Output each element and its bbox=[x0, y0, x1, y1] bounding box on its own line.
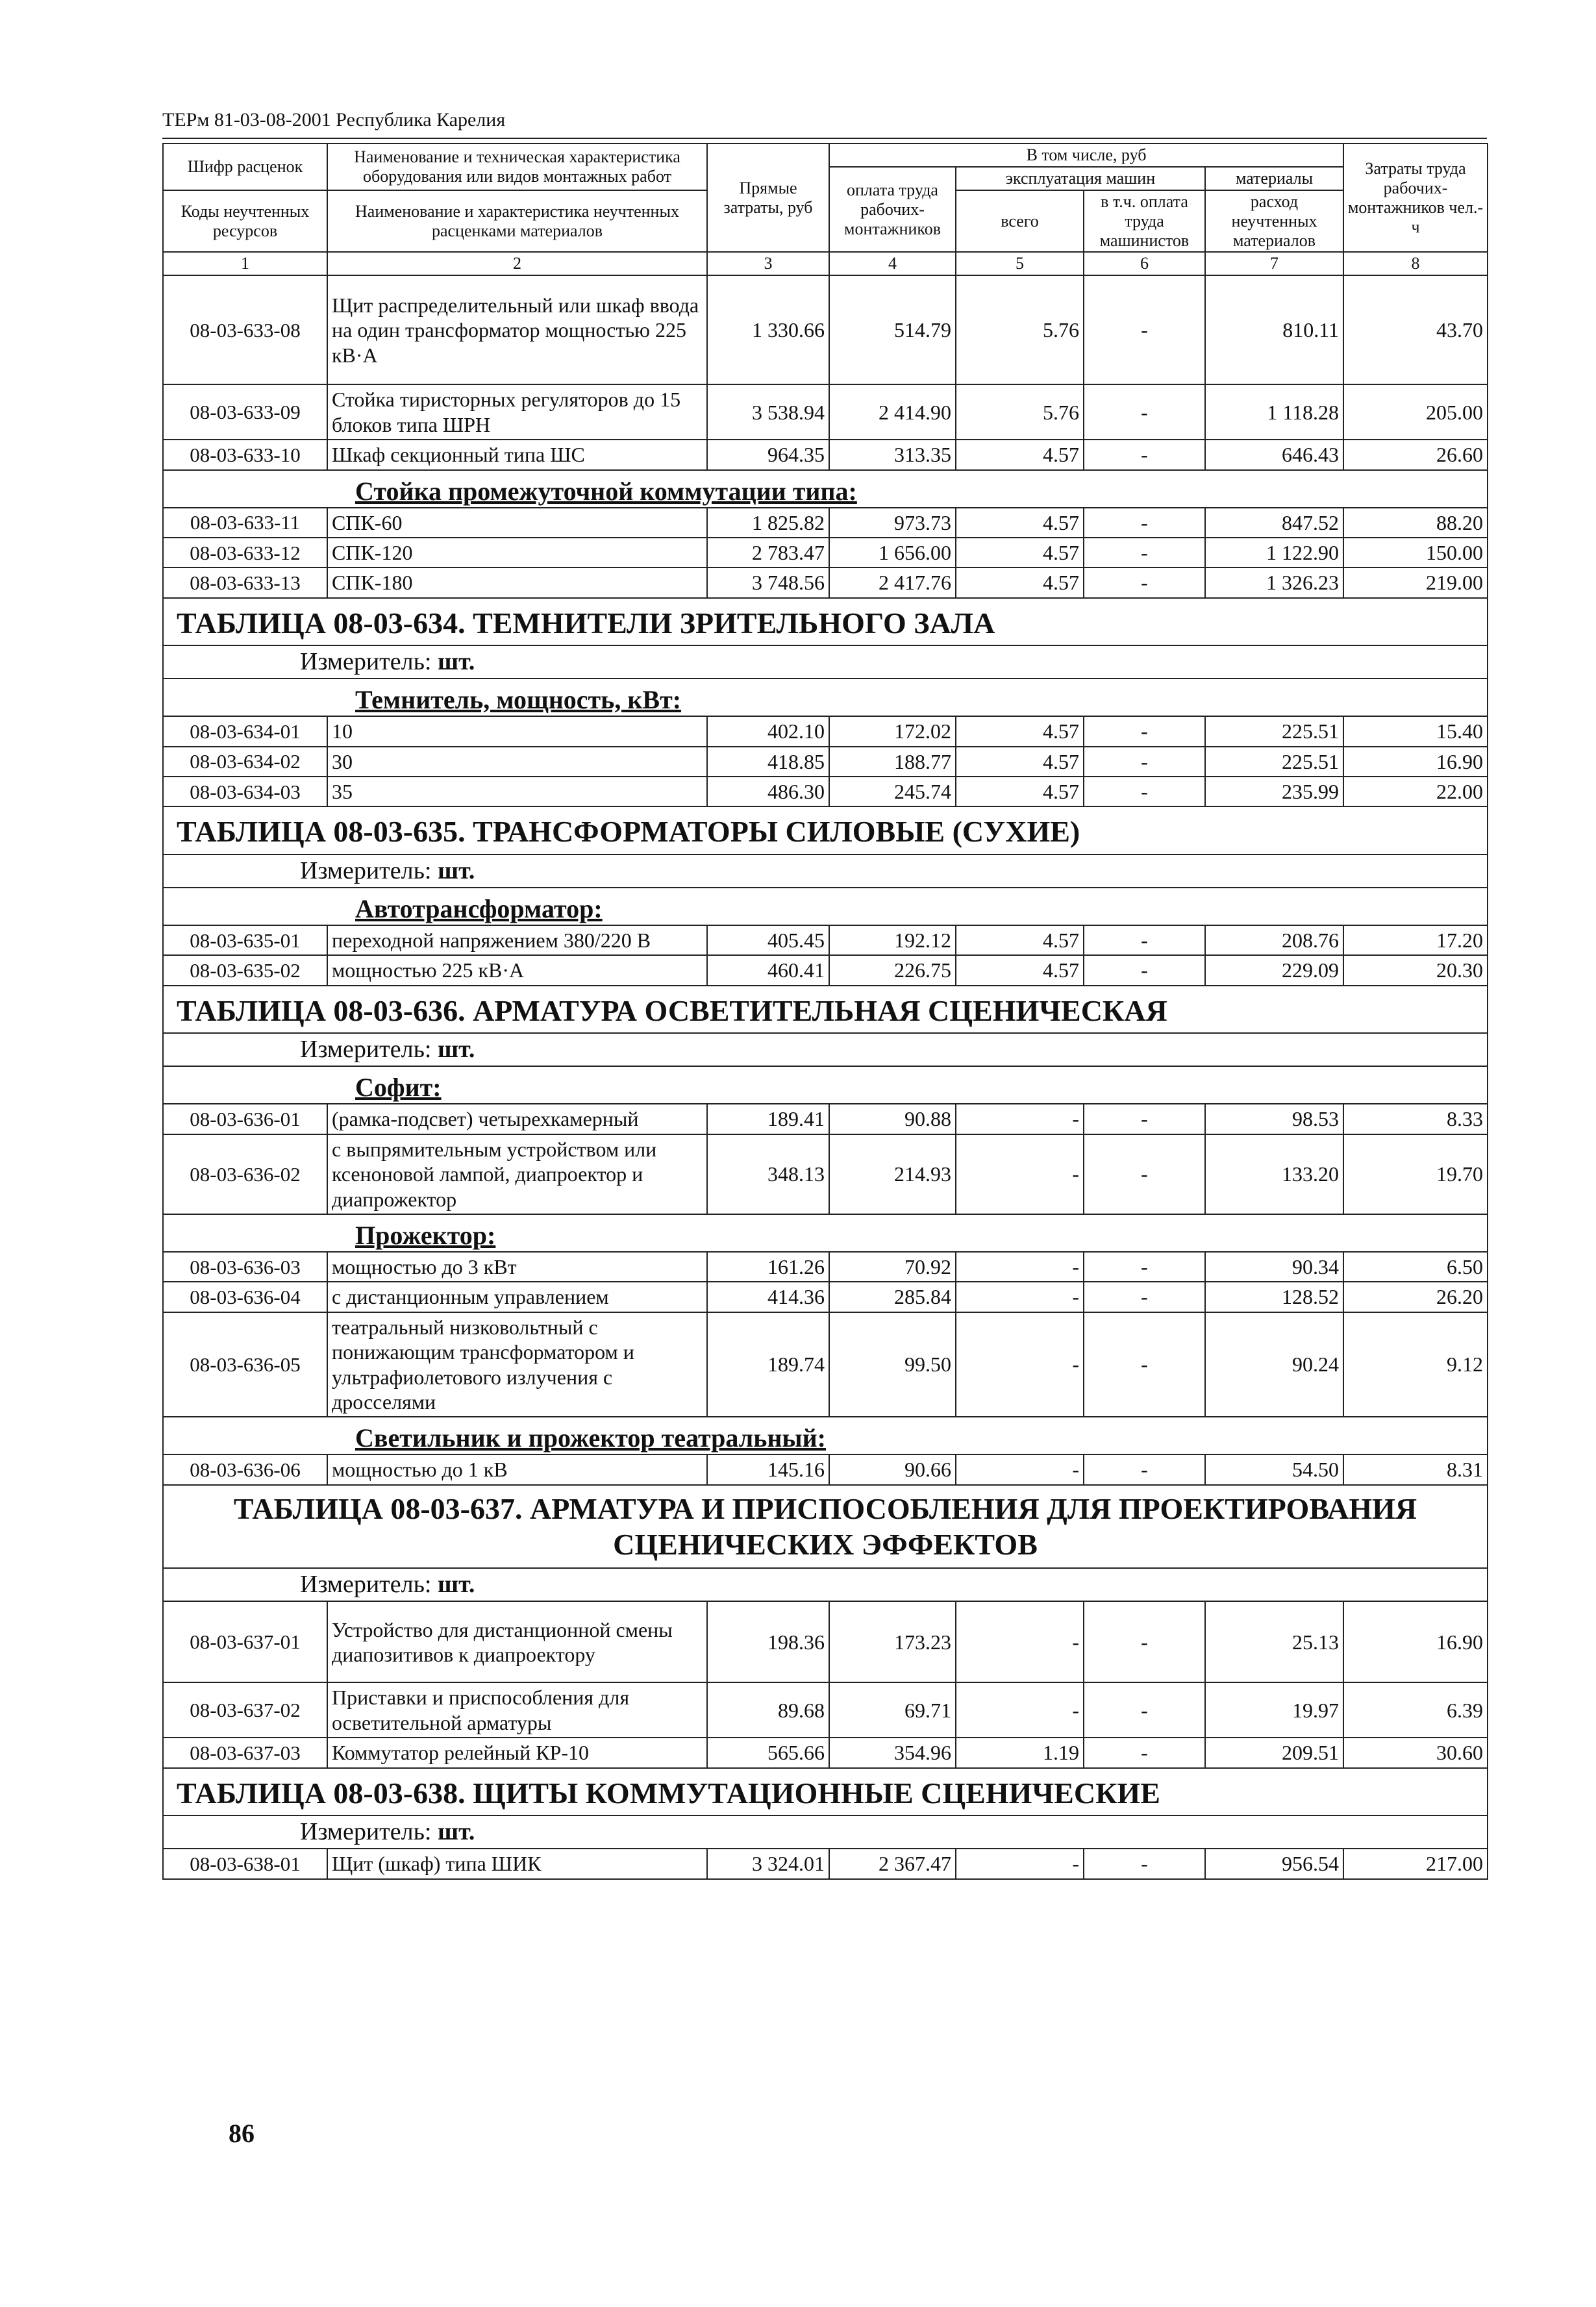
machine-labor-cost: - bbox=[1084, 1252, 1205, 1282]
col-num: 3 bbox=[707, 252, 829, 275]
table-row bbox=[163, 716, 1488, 746]
work-name: 10 bbox=[327, 716, 707, 746]
labor-hours: 6.39 bbox=[1343, 1682, 1488, 1738]
subsection-title bbox=[164, 1067, 1487, 1103]
direct-cost: 89.68 bbox=[707, 1682, 829, 1738]
table-row bbox=[163, 538, 1488, 567]
direct-cost: 3 538.94 bbox=[707, 384, 829, 440]
machine-cost: 1.19 bbox=[956, 1738, 1084, 1767]
direct-cost: 460.41 bbox=[707, 955, 829, 985]
work-name: переходной напряжением 380/220 В bbox=[327, 925, 707, 955]
labor-hours: 6.50 bbox=[1343, 1252, 1488, 1282]
labor-hours: 9.12 bbox=[1343, 1312, 1488, 1417]
work-name: Приставки и приспособления для осветительной арматуры bbox=[327, 1682, 707, 1738]
machine-labor-cost: - bbox=[1084, 1104, 1205, 1134]
rates-table bbox=[162, 143, 1488, 1880]
col-num: 1 bbox=[163, 252, 327, 275]
work-name: с выпрямительным устройством или ксеноновой лампой, диапроектор и диапрожектор bbox=[327, 1134, 707, 1214]
col-materials: материалы bbox=[1205, 167, 1343, 190]
materials-cost: 90.24 bbox=[1205, 1312, 1343, 1417]
labor-hours: 26.20 bbox=[1343, 1282, 1488, 1312]
unit-of-measure bbox=[164, 646, 1487, 678]
direct-cost: 1 330.66 bbox=[707, 275, 829, 384]
measure-unit: шт. bbox=[438, 1817, 475, 1845]
labor-hours: 26.60 bbox=[1343, 440, 1488, 469]
labor-cost: 69.71 bbox=[829, 1682, 956, 1738]
unit-of-measure bbox=[164, 1034, 1487, 1066]
table-row bbox=[163, 1849, 1488, 1878]
labor-hours: 43.70 bbox=[1343, 275, 1488, 384]
col-code-bottom: Коды неучтенных ресурсов bbox=[163, 190, 327, 253]
table-row bbox=[163, 508, 1488, 538]
table-title: ТАБЛИЦА 08-03-634. ТЕМНИТЕЛИ ЗРИТЕЛЬНОГО ЗАЛА bbox=[177, 606, 995, 640]
materials-cost: 98.53 bbox=[1205, 1104, 1343, 1134]
materials-cost: 847.52 bbox=[1205, 508, 1343, 538]
labor-hours: 17.20 bbox=[1343, 925, 1488, 955]
machine-labor-cost: - bbox=[1084, 955, 1205, 985]
labor-cost: 973.73 bbox=[829, 508, 956, 538]
measure-row bbox=[163, 1568, 1488, 1601]
labor-hours: 88.20 bbox=[1343, 508, 1488, 538]
col-machines-total: всего bbox=[956, 190, 1084, 253]
table-title: ТАБЛИЦА 08-03-635. ТРАНСФОРМАТОРЫ СИЛОВЫЕ (СУХИЕ) bbox=[177, 815, 1080, 849]
measure-row bbox=[163, 645, 1488, 679]
rate-code: 08-03-633-11 bbox=[163, 508, 327, 538]
direct-cost: 189.74 bbox=[707, 1312, 829, 1417]
labor-hours: 19.70 bbox=[1343, 1134, 1488, 1214]
materials-cost: 133.20 bbox=[1205, 1134, 1343, 1214]
labor-hours: 20.30 bbox=[1343, 955, 1488, 985]
measure-unit: шт. bbox=[438, 1571, 475, 1599]
work-name: с дистанционным управлением bbox=[327, 1282, 707, 1312]
measure-label: Измеритель: bbox=[300, 1571, 432, 1599]
table-title-row bbox=[163, 1485, 1488, 1568]
work-name: Коммутатор релейный КР-10 bbox=[327, 1738, 707, 1767]
labor-cost: 214.93 bbox=[829, 1134, 956, 1214]
subsection-title bbox=[164, 679, 1487, 716]
machine-labor-cost: - bbox=[1084, 538, 1205, 567]
work-name: 30 bbox=[327, 747, 707, 777]
table-row bbox=[163, 1104, 1488, 1134]
labor-cost: 2 414.90 bbox=[829, 384, 956, 440]
labor-cost: 172.02 bbox=[829, 716, 956, 746]
machine-cost: - bbox=[956, 1134, 1084, 1214]
materials-cost: 225.51 bbox=[1205, 716, 1343, 746]
machine-cost: - bbox=[956, 1104, 1084, 1134]
col-num: 7 bbox=[1205, 252, 1343, 275]
rate-code: 08-03-636-06 bbox=[163, 1454, 327, 1484]
work-name: Щит распределительный или шкаф ввода на один трансформатор мощностью 225 кВ·А bbox=[327, 275, 707, 384]
machine-labor-cost: - bbox=[1084, 1849, 1205, 1878]
rate-code: 08-03-634-02 bbox=[163, 747, 327, 777]
labor-hours: 8.33 bbox=[1343, 1104, 1488, 1134]
direct-cost: 405.45 bbox=[707, 925, 829, 955]
col-num: 8 bbox=[1343, 252, 1488, 275]
labor-cost: 226.75 bbox=[829, 955, 956, 985]
materials-cost: 128.52 bbox=[1205, 1282, 1343, 1312]
subsection-title-row bbox=[163, 1417, 1488, 1454]
machine-labor-cost: - bbox=[1084, 1738, 1205, 1767]
direct-cost: 189.41 bbox=[707, 1104, 829, 1134]
subsection-title-text: Автотрансформатор: bbox=[355, 894, 603, 924]
rate-code: 08-03-633-12 bbox=[163, 538, 327, 567]
table-row bbox=[163, 955, 1488, 985]
machine-cost: 4.57 bbox=[956, 508, 1084, 538]
measure-label: Измеритель: bbox=[300, 647, 432, 675]
labor-cost: 285.84 bbox=[829, 1282, 956, 1312]
machine-cost: 4.57 bbox=[956, 716, 1084, 746]
table-row bbox=[163, 1134, 1488, 1214]
direct-cost: 402.10 bbox=[707, 716, 829, 746]
measure-row bbox=[163, 854, 1488, 888]
subsection-title-row bbox=[163, 1214, 1488, 1252]
table-title: ТАБЛИЦА 08-03-638. ЩИТЫ КОММУТАЦИОННЫЕ СЦЕНИЧЕСКИЕ bbox=[177, 1776, 1160, 1810]
header-row-1 bbox=[163, 143, 1488, 167]
machine-cost: 4.57 bbox=[956, 955, 1084, 985]
labor-hours: 205.00 bbox=[1343, 384, 1488, 440]
col-labor: оплата труда рабочих-монтажников bbox=[829, 167, 956, 253]
work-name: Стойка тиристорных регуляторов до 15 блоков типа ШРН bbox=[327, 384, 707, 440]
table-row bbox=[163, 747, 1488, 777]
table-title: ТАБЛИЦА 08-03-636. АРМАТУРА ОСВЕТИТЕЛЬНАЯ СЦЕНИЧЕСКАЯ bbox=[177, 993, 1167, 1027]
work-name: мощностью до 1 кВ bbox=[327, 1454, 707, 1484]
materials-cost: 1 122.90 bbox=[1205, 538, 1343, 567]
subsection-title-row bbox=[163, 679, 1488, 716]
direct-cost: 348.13 bbox=[707, 1134, 829, 1214]
machine-labor-cost: - bbox=[1084, 777, 1205, 806]
table-row bbox=[163, 384, 1488, 440]
labor-hours: 16.90 bbox=[1343, 1601, 1488, 1682]
machine-cost: 4.57 bbox=[956, 747, 1084, 777]
materials-cost: 208.76 bbox=[1205, 925, 1343, 955]
measure-row bbox=[163, 1815, 1488, 1849]
machine-cost: 4.57 bbox=[956, 777, 1084, 806]
work-name: мощностью 225 кВ·А bbox=[327, 955, 707, 985]
rate-code: 08-03-635-02 bbox=[163, 955, 327, 985]
rate-code: 08-03-636-03 bbox=[163, 1252, 327, 1282]
rate-code: 08-03-636-04 bbox=[163, 1282, 327, 1312]
table-title-row bbox=[163, 1768, 1488, 1815]
subsection-title-text: Темнитель, мощность, кВт: bbox=[355, 685, 682, 715]
machine-cost: - bbox=[956, 1282, 1084, 1312]
rate-code: 08-03-633-09 bbox=[163, 384, 327, 440]
rate-code: 08-03-637-01 bbox=[163, 1601, 327, 1682]
materials-cost: 209.51 bbox=[1205, 1738, 1343, 1767]
table-row bbox=[163, 1454, 1488, 1484]
labor-cost: 70.92 bbox=[829, 1252, 956, 1282]
table-row bbox=[163, 1601, 1488, 1682]
col-incl: В том числе, руб bbox=[829, 143, 1343, 167]
measure-unit: шт. bbox=[438, 1035, 475, 1063]
materials-cost: 810.11 bbox=[1205, 275, 1343, 384]
col-direct: Прямые затраты, руб bbox=[707, 143, 829, 252]
labor-hours: 217.00 bbox=[1343, 1849, 1488, 1878]
materials-cost: 90.34 bbox=[1205, 1252, 1343, 1282]
table-row bbox=[163, 1282, 1488, 1312]
table-row bbox=[163, 1252, 1488, 1282]
labor-cost: 192.12 bbox=[829, 925, 956, 955]
labor-cost: 313.35 bbox=[829, 440, 956, 469]
materials-cost: 54.50 bbox=[1205, 1454, 1343, 1484]
machine-labor-cost: - bbox=[1084, 440, 1205, 469]
machine-labor-cost: - bbox=[1084, 384, 1205, 440]
running-header: ТЕРм 81-03-08-2001 Республика Карелия bbox=[162, 109, 1487, 139]
work-name: СПК-60 bbox=[327, 508, 707, 538]
direct-cost: 964.35 bbox=[707, 440, 829, 469]
subsection-title-row bbox=[163, 470, 1488, 508]
rate-code: 08-03-635-01 bbox=[163, 925, 327, 955]
unit-of-measure bbox=[164, 1569, 1487, 1601]
work-name: СПК-180 bbox=[327, 567, 707, 597]
rate-code: 08-03-633-10 bbox=[163, 440, 327, 469]
rate-code: 08-03-636-01 bbox=[163, 1104, 327, 1134]
labor-cost: 90.66 bbox=[829, 1454, 956, 1484]
labor-cost: 90.88 bbox=[829, 1104, 956, 1134]
rate-code: 08-03-636-05 bbox=[163, 1312, 327, 1417]
col-code-top: Шифр расценок bbox=[163, 143, 327, 190]
labor-hours: 30.60 bbox=[1343, 1738, 1488, 1767]
subsection-title-text: Светильник и прожектор театральный: bbox=[355, 1423, 826, 1453]
labor-cost: 1 656.00 bbox=[829, 538, 956, 567]
machine-labor-cost: - bbox=[1084, 1601, 1205, 1682]
machine-cost: - bbox=[956, 1601, 1084, 1682]
table-title-row bbox=[163, 598, 1488, 645]
rate-code: 08-03-637-02 bbox=[163, 1682, 327, 1738]
direct-cost: 486.30 bbox=[707, 777, 829, 806]
direct-cost: 145.16 bbox=[707, 1454, 829, 1484]
rate-code: 08-03-634-01 bbox=[163, 716, 327, 746]
labor-cost: 188.77 bbox=[829, 747, 956, 777]
subsection-title bbox=[164, 471, 1487, 507]
machine-cost: 4.57 bbox=[956, 538, 1084, 567]
rate-code: 08-03-636-02 bbox=[163, 1134, 327, 1214]
table-row bbox=[163, 440, 1488, 469]
labor-hours: 16.90 bbox=[1343, 747, 1488, 777]
machine-labor-cost: - bbox=[1084, 925, 1205, 955]
machine-labor-cost: - bbox=[1084, 1282, 1205, 1312]
materials-cost: 19.97 bbox=[1205, 1682, 1343, 1738]
machine-cost: - bbox=[956, 1849, 1084, 1878]
machine-cost: - bbox=[956, 1682, 1084, 1738]
table-title-row bbox=[163, 806, 1488, 854]
col-hours: Затраты труда рабочих-монтажников чел.-ч bbox=[1343, 143, 1488, 252]
table-title-row bbox=[163, 986, 1488, 1033]
machine-cost: 4.57 bbox=[956, 440, 1084, 469]
direct-cost: 161.26 bbox=[707, 1252, 829, 1282]
work-name: 35 bbox=[327, 777, 707, 806]
direct-cost: 3 748.56 bbox=[707, 567, 829, 597]
measure-unit: шт. bbox=[438, 856, 475, 884]
page-number: 86 bbox=[229, 2119, 255, 2148]
col-machines: эксплуатация машин bbox=[956, 167, 1205, 190]
machine-labor-cost: - bbox=[1084, 508, 1205, 538]
rate-code: 08-03-633-13 bbox=[163, 567, 327, 597]
materials-cost: 956.54 bbox=[1205, 1849, 1343, 1878]
measure-label: Измеритель: bbox=[300, 1817, 432, 1845]
machine-labor-cost: - bbox=[1084, 747, 1205, 777]
table-row bbox=[163, 567, 1488, 597]
labor-cost: 354.96 bbox=[829, 1738, 956, 1767]
column-number-row bbox=[163, 252, 1488, 275]
machine-labor-cost: - bbox=[1084, 1682, 1205, 1738]
labor-hours: 150.00 bbox=[1343, 538, 1488, 567]
labor-cost: 173.23 bbox=[829, 1601, 956, 1682]
materials-cost: 235.99 bbox=[1205, 777, 1343, 806]
col-num: 2 bbox=[327, 252, 707, 275]
machine-labor-cost: - bbox=[1084, 1454, 1205, 1484]
col-name-top: Наименование и техническая характеристика оборудования или видов монтажных работ bbox=[327, 143, 707, 190]
rate-code: 08-03-638-01 bbox=[163, 1849, 327, 1878]
direct-cost: 414.36 bbox=[707, 1282, 829, 1312]
unit-of-measure bbox=[164, 855, 1487, 887]
materials-cost: 1 118.28 bbox=[1205, 384, 1343, 440]
work-name: мощностью до 3 кВт bbox=[327, 1252, 707, 1282]
table-row bbox=[163, 275, 1488, 384]
direct-cost: 418.85 bbox=[707, 747, 829, 777]
materials-cost: 646.43 bbox=[1205, 440, 1343, 469]
machine-cost: - bbox=[956, 1454, 1084, 1484]
work-name: театральный низковольтный с понижающим трансформатором и ультрафиолетового излучения с дросселями bbox=[327, 1312, 707, 1417]
labor-cost: 2 417.76 bbox=[829, 567, 956, 597]
col-num: 4 bbox=[829, 252, 956, 275]
labor-hours: 8.31 bbox=[1343, 1454, 1488, 1484]
machine-cost: 5.76 bbox=[956, 275, 1084, 384]
measure-label: Измеритель: bbox=[300, 1035, 432, 1063]
direct-cost: 565.66 bbox=[707, 1738, 829, 1767]
machine-cost: 5.76 bbox=[956, 384, 1084, 440]
rate-code: 08-03-634-03 bbox=[163, 777, 327, 806]
table-row bbox=[163, 1312, 1488, 1417]
subsection-title bbox=[164, 1417, 1487, 1454]
measure-label: Измеритель: bbox=[300, 856, 432, 884]
unit-of-measure bbox=[164, 1816, 1487, 1848]
labor-cost: 99.50 bbox=[829, 1312, 956, 1417]
table-row bbox=[163, 1682, 1488, 1738]
subsection-title-text: Стойка промежуточной коммутации типа: bbox=[355, 476, 857, 506]
machine-cost: - bbox=[956, 1252, 1084, 1282]
table-row bbox=[163, 925, 1488, 955]
table-title: ТАБЛИЦА 08-03-637. АРМАТУРА И ПРИСПОСОБЛЕНИЯ ДЛЯ ПРОЕКТИРОВАНИЯ СЦЕНИЧЕСКИХ ЭФФЕКТОВ bbox=[233, 1491, 1417, 1561]
labor-cost: 514.79 bbox=[829, 275, 956, 384]
rate-code: 08-03-637-03 bbox=[163, 1738, 327, 1767]
direct-cost: 2 783.47 bbox=[707, 538, 829, 567]
measure-unit: шт. bbox=[438, 647, 475, 675]
machine-labor-cost: - bbox=[1084, 1312, 1205, 1417]
work-name: Щит (шкаф) типа ШИК bbox=[327, 1849, 707, 1878]
col-machines-labor: в т.ч. оплата труда машинистов bbox=[1084, 190, 1205, 253]
measure-row bbox=[163, 1033, 1488, 1066]
subsection-title bbox=[164, 888, 1487, 925]
subsection-title bbox=[164, 1215, 1487, 1251]
rate-code: 08-03-633-08 bbox=[163, 275, 327, 384]
work-name: (рамка-подсвет) четырехкамерный bbox=[327, 1104, 707, 1134]
col-name-bottom: Наименование и характеристика неучтенных расценками материалов bbox=[327, 190, 707, 253]
materials-cost: 229.09 bbox=[1205, 955, 1343, 985]
direct-cost: 1 825.82 bbox=[707, 508, 829, 538]
direct-cost: 198.36 bbox=[707, 1601, 829, 1682]
machine-labor-cost: - bbox=[1084, 567, 1205, 597]
machine-labor-cost: - bbox=[1084, 716, 1205, 746]
work-name: Шкаф секционный типа ШС bbox=[327, 440, 707, 469]
table-row bbox=[163, 1738, 1488, 1767]
work-name: Устройство для дистанционной смены диапозитивов к диапроектору bbox=[327, 1601, 707, 1682]
materials-cost: 225.51 bbox=[1205, 747, 1343, 777]
labor-cost: 245.74 bbox=[829, 777, 956, 806]
subsection-title-row bbox=[163, 1066, 1488, 1104]
col-materials-sub: расход неучтенных материалов bbox=[1205, 190, 1343, 253]
machine-labor-cost: - bbox=[1084, 275, 1205, 384]
col-num: 5 bbox=[956, 252, 1084, 275]
subsection-title-text: Прожектор: bbox=[355, 1220, 496, 1250]
machine-cost: 4.57 bbox=[956, 567, 1084, 597]
subsection-title-text: Софит: bbox=[355, 1073, 442, 1103]
materials-cost: 1 326.23 bbox=[1205, 567, 1343, 597]
work-name: СПК-120 bbox=[327, 538, 707, 567]
labor-hours: 219.00 bbox=[1343, 567, 1488, 597]
table-row bbox=[163, 777, 1488, 806]
document-page bbox=[162, 109, 1487, 1880]
subsection-title-row bbox=[163, 888, 1488, 925]
labor-hours: 22.00 bbox=[1343, 777, 1488, 806]
labor-hours: 15.40 bbox=[1343, 716, 1488, 746]
machine-labor-cost: - bbox=[1084, 1134, 1205, 1214]
labor-cost: 2 367.47 bbox=[829, 1849, 956, 1878]
col-num: 6 bbox=[1084, 252, 1205, 275]
machine-cost: 4.57 bbox=[956, 925, 1084, 955]
machine-cost: - bbox=[956, 1312, 1084, 1417]
direct-cost: 3 324.01 bbox=[707, 1849, 829, 1878]
materials-cost: 25.13 bbox=[1205, 1601, 1343, 1682]
